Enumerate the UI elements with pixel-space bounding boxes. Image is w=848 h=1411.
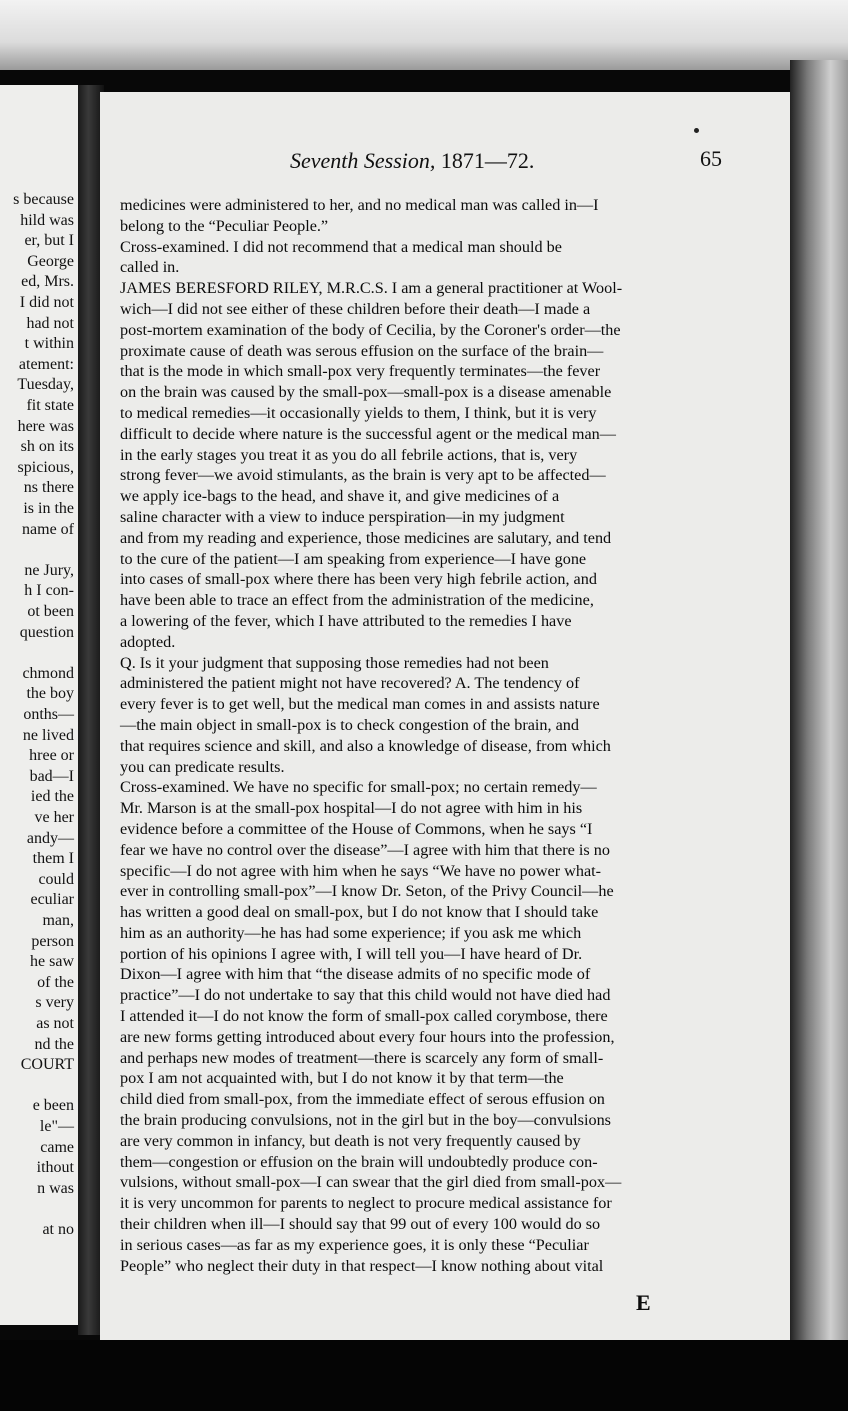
left-fragment-line: at no bbox=[42, 1221, 74, 1238]
text-line: Mr. Marson is at the small-pox hospital—I do not agree with him in his bbox=[120, 799, 583, 818]
text-line: in serious cases—as far as my experience goes, it is only these “Peculiar bbox=[120, 1235, 589, 1254]
left-fragment-line: ns there bbox=[23, 479, 74, 497]
left-fragment-line: h I con- bbox=[24, 582, 74, 600]
left-fragment-line: onths— bbox=[23, 706, 74, 723]
text-line: pox I am not acquainted with, but I do not know it by that term—the bbox=[120, 1069, 564, 1088]
text-line: Cross-examined. I did not recommend that a medical man should be bbox=[120, 237, 562, 256]
left-fragment-line: nd the bbox=[34, 1035, 74, 1053]
text-line: him as an authority—he has had some experience; if you ask me which bbox=[120, 923, 582, 942]
left-fragment-line: ed, Mrs. bbox=[21, 273, 74, 291]
left-fragment-line: chmond bbox=[22, 664, 74, 682]
text-line: medicines were administered to her, and no medical man was called in—I bbox=[120, 196, 599, 214]
left-fragment-line: George bbox=[27, 252, 74, 270]
text-line: them—congestion or effusion on the brain will undoubtedly produce con- bbox=[120, 1152, 598, 1171]
text-line: Cross-examined. We have no specific for small-pox; no certain remedy— bbox=[120, 778, 597, 797]
left-fragment-line: er, but I bbox=[24, 232, 74, 250]
text-line: every fever is to get well, but the medical man comes in and assists nature bbox=[120, 695, 600, 714]
left-fragment-line: man, bbox=[42, 912, 74, 929]
text-line: to the cure of the patient—I am speaking from experience—I have gone bbox=[120, 549, 587, 568]
running-head bbox=[290, 148, 534, 174]
text-line: into cases of small-pox where there has been very high febrile action, and bbox=[120, 570, 597, 589]
text-line: saline character with a view to induce perspiration—in my judgment bbox=[120, 507, 565, 526]
text-line: evidence before a committee of the House of Commons, when he says “I bbox=[120, 819, 593, 838]
left-fragment-line: atement: bbox=[18, 355, 74, 373]
left-fragment-line: person bbox=[31, 932, 74, 950]
left-fragment-line: andy— bbox=[26, 829, 74, 847]
text-line: difficult to decide where nature is the successful agent or the medical man— bbox=[120, 424, 616, 443]
text-line: post-mortem examination of the body of Cecilia, by the Coroner's order—the bbox=[120, 320, 621, 339]
text-line: a lowering of the fever, which I have attributed to the remedies I have bbox=[120, 611, 572, 630]
text-line: child died from small-pox, from the immediate effect of serous effusion on bbox=[120, 1090, 605, 1109]
text-line: adopted. bbox=[120, 632, 176, 651]
page-right-edge bbox=[790, 60, 848, 1411]
left-fragment-line: hild was bbox=[20, 211, 74, 229]
text-line: has written a good deal on small-pox, but I do not know that I should take bbox=[120, 903, 599, 922]
left-fragment-line: s because bbox=[13, 191, 74, 208]
left-fragment-line: ithout bbox=[36, 1159, 74, 1177]
left-fragment-line: ot been bbox=[27, 603, 74, 620]
left-fragment-line: Tuesday, bbox=[17, 376, 74, 394]
text-line: to medical remedies—it occasionally yields to them, I think, but it is very bbox=[120, 403, 597, 422]
left-fragment-line: them I bbox=[32, 850, 74, 868]
left-fragment-line: ne Jury, bbox=[24, 561, 74, 579]
text-line: vulsions, without small-pox—I can swear that the girl died from small-pox— bbox=[120, 1173, 622, 1192]
signature-mark: E bbox=[636, 1290, 651, 1315]
left-fragment-line: sh on its bbox=[20, 438, 74, 456]
left-fragment-line: he saw bbox=[30, 953, 74, 971]
text-line: in the early stages you treat it as you do all febrile actions, that is, very bbox=[120, 445, 578, 464]
text-line: you can predicate results. bbox=[120, 757, 285, 776]
text-line: proximate cause of death was serous effusion on the surface of the brain— bbox=[120, 341, 604, 360]
text-line: have been able to trace an effect from the administration of the medicine, bbox=[120, 591, 594, 610]
text-line: practice”—I do not undertake to say that this child would not have died had bbox=[120, 986, 611, 1005]
text-line: are new forms getting introduced about every four hours into the profession, bbox=[120, 1027, 615, 1046]
text-line: People” who neglect their duty in that respect—I know nothing about vital bbox=[120, 1256, 604, 1275]
left-fragment-line: is in the bbox=[23, 500, 74, 517]
left-fragment-line: t within bbox=[24, 335, 74, 353]
text-line: are very common in infancy, but death is not very frequently caused by bbox=[120, 1131, 581, 1150]
text-line: wich—I did not see either of these children before their death—I made a bbox=[120, 299, 591, 318]
left-fragment-line: eculiar bbox=[30, 891, 74, 909]
left-fragment-line: fit state bbox=[26, 397, 74, 414]
left-fragment-line: came bbox=[40, 1138, 74, 1156]
text-line: it is very uncommon for parents to neglect to procure medical assistance for bbox=[120, 1194, 612, 1213]
left-fragment-line: ne lived bbox=[22, 726, 74, 744]
text-line: Q. Is it your judgment that supposing those remedies had not been bbox=[120, 653, 549, 672]
left-fragment-line: hree or bbox=[29, 747, 74, 765]
text-line: JAMES BERESFORD RILEY, M.R.C.S. I am a general practitioner at Wool- bbox=[120, 279, 623, 298]
left-fragment-line: s very bbox=[35, 994, 74, 1012]
scan-top-edge bbox=[0, 0, 848, 70]
text-line: and perhaps new modes of treatment—there is scarcely any form of small- bbox=[120, 1048, 604, 1067]
text-line: and from my reading and experience, those medicines are salutary, and tend bbox=[120, 528, 612, 547]
text-line: that requires science and skill, and also a knowledge of disease, from which bbox=[120, 736, 611, 755]
body-text bbox=[120, 195, 720, 1276]
text-line: fear we have no control over the disease”—I agree with him that there is no bbox=[120, 840, 610, 859]
text-line: —the main object in small-pox is to check congestion of the brain, and bbox=[120, 715, 579, 734]
text-line: Dixon—I agree with him that “the disease admits of no specific mode of bbox=[120, 965, 591, 984]
left-fragment-line: had not bbox=[26, 314, 74, 332]
left-fragment-line: question bbox=[19, 623, 74, 641]
text-line: specific—I do not agree with him when he says “We have no power what- bbox=[120, 861, 602, 880]
left-fragment-line: I did not bbox=[19, 294, 74, 311]
text-line: ever in controlling small-pox”—I know Dr. Seton, of the Privy Council—he bbox=[120, 882, 614, 901]
left-fragment-line: ve her bbox=[34, 809, 74, 826]
left-fragment-line: name of bbox=[22, 520, 74, 538]
left-fragment-line: ied the bbox=[30, 788, 74, 806]
text-line: administered the patient might not have recovered? A. The tendency of bbox=[120, 674, 580, 693]
text-line: belong to the “Peculiar People.” bbox=[120, 216, 329, 235]
left-fragment-line: bad—I bbox=[29, 767, 74, 785]
session-years: 1871—72. bbox=[440, 148, 535, 173]
text-line: their children when ill—I should say that 99 out of every 100 would do so bbox=[120, 1215, 601, 1234]
text-line: on the brain was caused by the small-pox—small-pox is a disease amenable bbox=[120, 383, 612, 402]
session-title: Seventh Session, bbox=[290, 148, 436, 173]
left-fragment-line: here was bbox=[17, 417, 74, 435]
left-fragment-line: COURT bbox=[20, 1056, 74, 1074]
page-number: 65 bbox=[700, 146, 722, 171]
ink-dot bbox=[694, 128, 699, 133]
left-page-fragment bbox=[0, 85, 78, 1325]
left-fragment-line: n was bbox=[37, 1179, 74, 1197]
left-fragment-line: spicious, bbox=[17, 458, 74, 476]
text-line: the brain producing convulsions, not in the girl but in the boy—convulsions bbox=[120, 1111, 611, 1130]
left-fragment-line: could bbox=[38, 870, 74, 888]
left-fragment-line: of the bbox=[37, 973, 74, 991]
text-line: I attended it—I do not know the form of small-pox called corymbose, there bbox=[120, 1007, 608, 1026]
text-line: that is the mode in which small-pox very frequently terminates—the fever bbox=[120, 362, 601, 381]
text-line: portion of his opinions I agree with, I will tell you—I have heard of Dr. bbox=[120, 944, 583, 963]
left-fragment-line: e been bbox=[32, 1097, 74, 1115]
text-line: strong fever—we avoid stimulants, as the brain is very apt to be affected— bbox=[120, 466, 606, 485]
left-fragment-line: le"— bbox=[39, 1118, 74, 1135]
text-line: called in. bbox=[120, 258, 180, 277]
text-line: we apply ice-bags to the head, and shave it, and give medicines of a bbox=[120, 487, 560, 506]
left-fragment-line: as not bbox=[36, 1015, 74, 1032]
scan-bottom-band bbox=[0, 1340, 848, 1411]
left-fragment-line: the boy bbox=[26, 685, 74, 703]
